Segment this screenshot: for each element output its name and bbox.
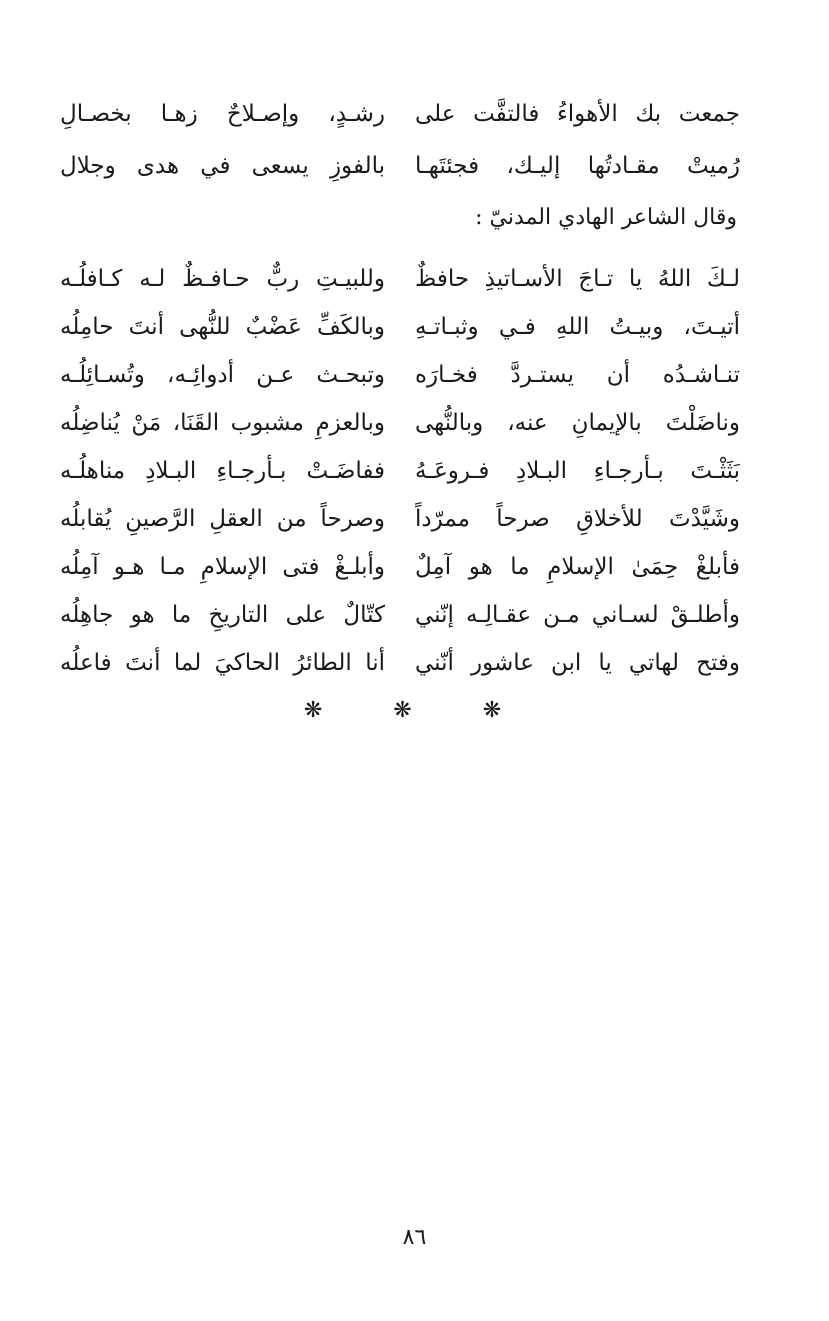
verse-first-hemistich: وناضَلْتَ بالإيمانِ عنه، وبالنُّهى [415, 410, 740, 436]
verse [60, 140, 740, 192]
verse [60, 88, 740, 140]
page-number: ٨٦ [402, 1225, 427, 1250]
verse [60, 303, 740, 351]
verse-first-hemistich: وفتح لهاتي يا ابن عاشور أنّني [415, 650, 740, 676]
verse-first-hemistich: وأطلـقْ لسـاني مـن عقـالِـه إنّني [415, 602, 740, 628]
verse-second-hemistich: وللبيـتِ ربٌّ حـافـظٌ لـه كـافلُـه [60, 266, 385, 292]
verse-first-hemistich: فأبلغْ حِمَىٰ الإسلامِ ما هو آمِلٌ [415, 554, 740, 580]
asterism-star-icon: ❋ [393, 698, 436, 723]
verse-second-hemistich: رشـدٍ، وإصـلاحٌ زهـا بخصـالِ [60, 101, 385, 127]
verse-second-hemistich: ففاضَـتْ بـأرجـاءِ البـلادِ مناهلُـه [60, 458, 385, 484]
verse [60, 351, 740, 399]
poem-al-hadi-al-madani [60, 255, 740, 687]
asterism-star-icon: ❋ [303, 698, 347, 723]
verse-first-hemistich: وشَيَّدْتَ للأخلاقِ صرحاً ممرّداً [415, 506, 740, 532]
verse-second-hemistich: وتبحـث عـن أدوائِـه، وتُسـائِلُـه [60, 362, 385, 388]
poem-introduction: وقال الشاعر الهادي المدنيّ : [475, 205, 737, 230]
verse-second-hemistich: كتّالٌ على التاريخِ ما هو جاهِلُه [60, 602, 385, 628]
verse-first-hemistich: بَثَثْـتَ بـأرجـاءِ البـلادِ فـروعَـهُ [415, 458, 740, 484]
verse-first-hemistich: أتيـتَ، وبيـتُ اللهِ فـي وثبـاتـهِ [415, 314, 740, 340]
verse-first-hemistich: جمعت بك الأهواءُ فالتفَّت على [415, 101, 740, 127]
verse [60, 447, 740, 495]
verse [60, 639, 740, 687]
verse-second-hemistich: وبالعزمِ مشبوب القَنَا، مَنْ يُناضِلُه [60, 410, 385, 436]
verse [60, 543, 740, 591]
verse [60, 399, 740, 447]
verse-second-hemistich: وصرحاً من العقلِ الرَّصينِ يُقابلُه [60, 506, 385, 532]
section-separator [0, 698, 829, 723]
verse [60, 495, 740, 543]
verse [60, 591, 740, 639]
verse-second-hemistich: وبالكَفِّ عَضْبٌ للنُّهى أنتَ حامِلُه [60, 314, 385, 340]
verse-second-hemistich: أنا الطائرُ الحاكيَ لما أنتَ فاعلُه [60, 650, 385, 676]
verse-second-hemistich: بالفوزِ يسعى في هدى وجلال [60, 153, 385, 179]
verse [60, 255, 740, 303]
verse-second-hemistich: وأبلـغْ فتى الإسلامِ مـا هـو آمِلُه [60, 554, 385, 580]
verse-first-hemistich: لـكَ اللهُ يا تـاجَ الأسـاتيذِ حافظٌ [415, 266, 740, 292]
verse-first-hemistich: تنـاشـدُه أن يستـردَّ فخـارَه [415, 362, 740, 388]
asterism-star-icon: ❋ [482, 698, 526, 723]
verse-first-hemistich: رُميتْ مقـادتُها إليـك، فجئتَهـا [415, 153, 740, 179]
poem-first-excerpt [60, 88, 740, 192]
